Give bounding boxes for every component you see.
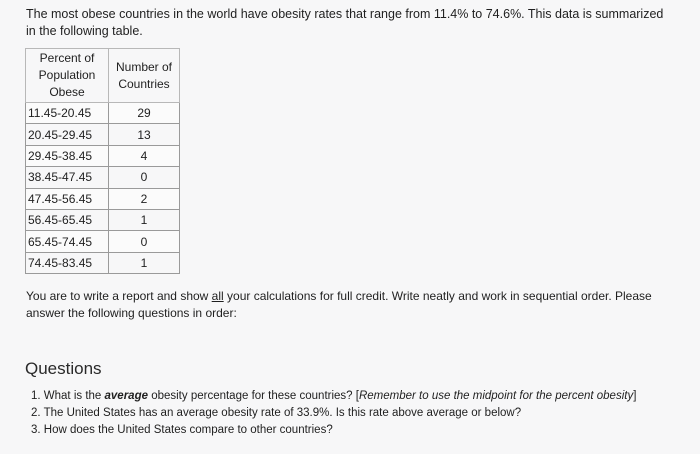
q1-middle: obesity percentage for these countries? [ bbox=[148, 390, 359, 402]
instructions-paragraph bbox=[26, 288, 666, 322]
count-cell: 4 bbox=[109, 145, 180, 166]
count-cell: 29 bbox=[109, 103, 180, 124]
count-cell: 1 bbox=[109, 252, 180, 273]
count-cell: 0 bbox=[109, 167, 180, 188]
count-cell: 13 bbox=[109, 124, 180, 145]
table-row bbox=[26, 167, 180, 188]
obesity-frequency-table bbox=[25, 48, 180, 274]
q1-hint: Remember to use the midpoint for the percent obesity bbox=[358, 390, 634, 402]
table-row bbox=[26, 145, 180, 166]
table-row bbox=[26, 188, 180, 209]
header-percent-obese: Percent of Population Obese bbox=[26, 49, 109, 103]
header-number-of-countries: Number of Countries bbox=[109, 49, 180, 103]
question-2: 2. The United States has an average obesity rate of 33.9%. Is this rate above average or below? bbox=[31, 407, 522, 419]
count-cell: 1 bbox=[109, 209, 180, 230]
range-cell: 74.45-83.45 bbox=[26, 252, 109, 273]
range-cell: 56.45-65.45 bbox=[26, 209, 109, 230]
range-cell: 20.45-29.45 bbox=[26, 124, 109, 145]
table-row bbox=[26, 124, 180, 145]
range-cell: 65.45-74.45 bbox=[26, 231, 109, 252]
q1-keyword: average bbox=[104, 390, 148, 402]
count-cell: 0 bbox=[109, 231, 180, 252]
table-row bbox=[26, 231, 180, 252]
table-row bbox=[26, 252, 180, 273]
instructions-before: You are to write a report and show bbox=[26, 289, 212, 303]
count-cell: 2 bbox=[109, 188, 180, 209]
question-3: 3. How does the United States compare to other countries? bbox=[31, 424, 333, 436]
range-cell: 11.45-20.45 bbox=[26, 103, 109, 124]
q1-suffix: ] bbox=[633, 390, 637, 402]
questions-list bbox=[31, 388, 671, 439]
intro-paragraph: The most obese countries in the world have obesity rates that range from 11.4% to 74.6%. This data is summarized in the following table. bbox=[26, 7, 664, 38]
range-cell: 47.45-56.45 bbox=[26, 188, 109, 209]
q1-prefix: 1. What is the bbox=[31, 390, 105, 402]
table-row bbox=[26, 209, 180, 230]
range-cell: 38.45-47.45 bbox=[26, 167, 109, 188]
instructions-emphasis: all bbox=[211, 289, 224, 303]
table-header-row bbox=[26, 49, 180, 103]
question-1 bbox=[31, 388, 671, 405]
instructions-after: your calculations for full credit. Write neatly and work in sequential order. Please answer the following questions in order: bbox=[26, 289, 652, 320]
questions-heading: Questions bbox=[25, 359, 102, 378]
range-cell: 29.45-38.45 bbox=[26, 145, 109, 166]
table-row bbox=[26, 103, 180, 124]
